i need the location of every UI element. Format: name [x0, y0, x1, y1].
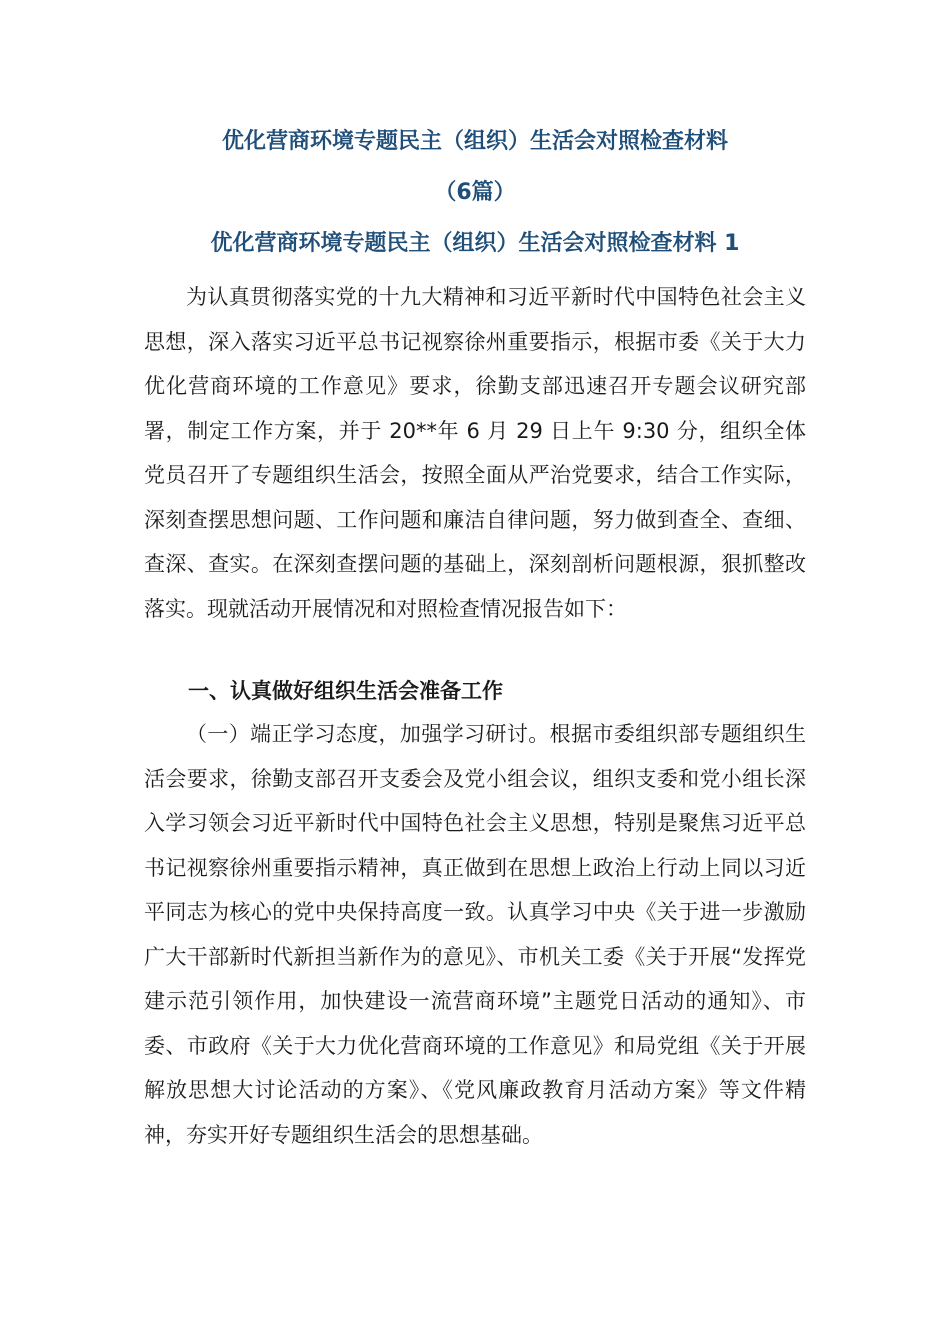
intro-paragraph-block [144, 275, 806, 631]
document-title: 优化营商环境专题民主（组织）生活会对照检查材料 [221, 129, 728, 154]
body-paragraph: （一）端正学习态度，加强学习研讨。根据市委组织部专题组织生活会要求，徐勤支部召开支委会及党小组会议，组织支委和党小组长深入学习领会习近平新时代中国特色社会主义思想，特别是聚焦习近平总书记视察徐州重要指示精神，真正做到在思想上政治上行动上同以习近平同志为核心的党中央保持高度一致。认真学习中央《关于进一步激励广大干部新时代新担当新作为的意见》、市机关工委《关于开展“发挥党建示范引领作用，加快建设一流营商环境”主题党日活动的通知》、市委、市政府《关于大力优化营商环境的工作意见》和局党组《关于开展解放思想大讨论活动的方案》、《党风廉政教育月活动方案》等文件精神，夯实开好专题组织生活会的思想基础。 [144, 722, 806, 1147]
body-paragraph-block [144, 712, 806, 1157]
section-heading: 一、认真做好组织生活会准备工作 [188, 679, 503, 703]
intro-paragraph: 为认真贯彻落实党的十九大精神和习近平新时代中国特色社会主义思想，深入落实习近平总书记视察徐州重要指示，根据市委《关于大力优化营商环境的工作意见》要求，徐勤支部迅速召开专题会议研究部署，制定工作方案，并于 20**年 6 月 29 日上午 9:30 分，组织全体党员召开了专题组织生活会，按照全面从严治党要求，结合工作实际，深刻查摆思想问题、工作问题和廉洁自律问题，努力做到查全、查细、查深、查实。在深刻查摆问题的基础上，深刻剖析问题根源，狠抓整改落实。现就活动开展情况和对照检查情况报告如下： [144, 285, 806, 621]
section-title: 优化营商环境专题民主（组织）生活会对照检查材料 1 [210, 231, 740, 256]
document-title-count: （6篇） [434, 180, 516, 205]
